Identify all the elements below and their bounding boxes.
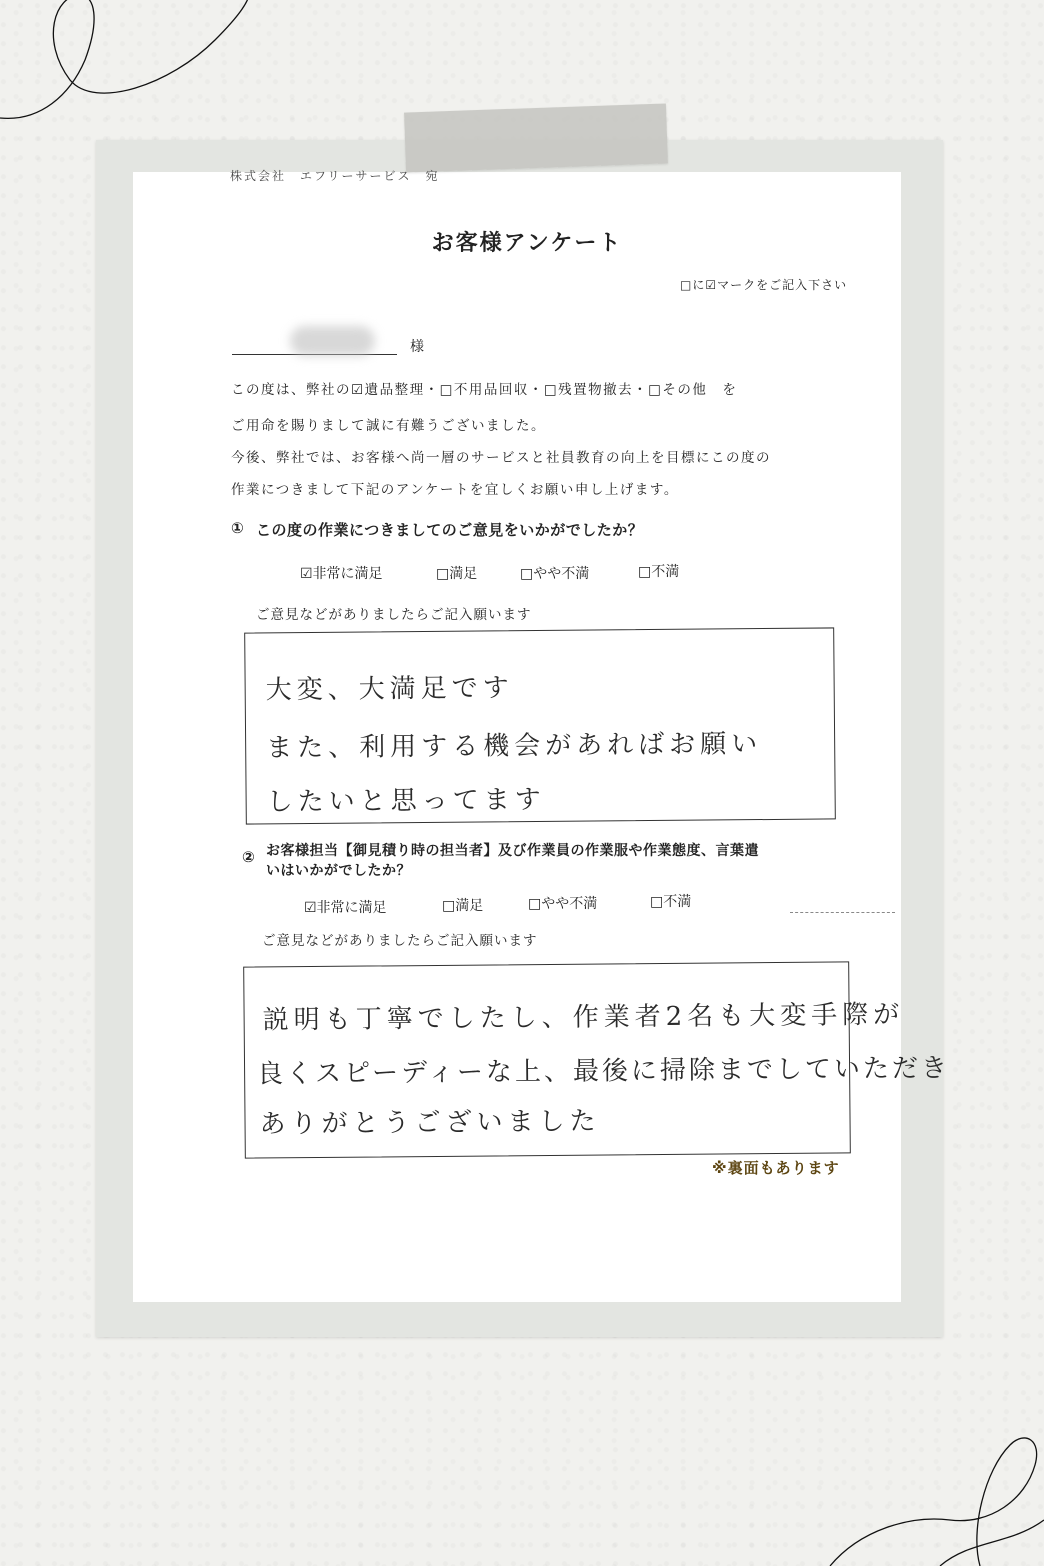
stray-mark	[790, 912, 895, 913]
q1-answer-line-3: したいと思ってます	[266, 784, 546, 818]
q2-option-very-satisfied[interactable]: ☑非常に満足	[304, 900, 387, 916]
q2-answer-line-1: 説明も丁寧でしたし、作業者2名も大変手際が	[262, 999, 905, 1036]
q2-option-somewhat-dissatisfied[interactable]: □やや不満	[528, 896, 598, 912]
q1-option-satisfied[interactable]: □満足	[436, 566, 478, 582]
question-1-number: ①	[231, 519, 245, 537]
checkbox-instruction: □に☑マークをご記入下さい	[680, 278, 848, 292]
question-1-title: この度の作業につきましてのご意見をいかがでしたか？	[256, 521, 644, 539]
company-name: 株式会社 エフリーサービス 宛	[230, 169, 440, 183]
masking-tape	[404, 103, 668, 172]
intro-line-4: 作業につきまして下記のアンケートを宜しくお願い申し上げます。	[231, 482, 679, 498]
question-2-title-line-2: いはいかがでしたか？	[266, 863, 411, 879]
intro-line-2: ご用命を賜りまして誠に有難うございました。	[231, 418, 546, 434]
q1-answer-line-2: また、利用する機会があればお願い	[266, 729, 763, 764]
reverse-side-note: ※裏面もあります	[712, 1159, 840, 1177]
q2-comment-prompt: ご意見などがありましたらご記入願います	[262, 933, 538, 949]
q2-option-satisfied[interactable]: □満足	[442, 898, 484, 914]
honorific: 様	[410, 339, 424, 355]
question-2-number: ②	[242, 848, 256, 866]
survey-title: お客様アンケート	[431, 231, 623, 256]
question-2-title-line-1: お客様担当【御見積り時の担当者】及び作業員の作業服や作業態度、言葉遣	[266, 843, 759, 859]
q1-comment-box[interactable]	[244, 627, 836, 824]
q2-answer-line-3: ありがとうございました	[259, 1106, 601, 1140]
decorative-curve-bottom-right	[820, 1420, 1044, 1566]
q1-option-dissatisfied[interactable]: □不満	[638, 564, 680, 580]
q1-answer-line-1: 大変、大満足です	[265, 673, 514, 706]
intro-line-3: 今後、弊社では、お客様へ尚一層のサービスと社員教育の向上を目標にこの度の	[231, 450, 771, 466]
q2-comment-box[interactable]	[243, 961, 951, 1158]
q1-option-somewhat-dissatisfied[interactable]: □やや不満	[520, 566, 590, 582]
decorative-curve-top-left	[0, 0, 260, 140]
q1-comment-prompt: ご意見などがありましたらご記入願います	[256, 607, 532, 623]
q1-option-very-satisfied[interactable]: ☑非常に満足	[300, 566, 383, 582]
q2-answer-line-2: 良くスピーディーな上、最後に掃除までしていただき	[256, 1053, 951, 1090]
intro-line-1: この度は、弊社の☑遺品整理・□不用品回収・□残置物撤去・□その他 を	[231, 382, 738, 398]
redacted-customer-name	[290, 326, 375, 356]
q2-option-dissatisfied[interactable]: □不満	[650, 894, 692, 910]
